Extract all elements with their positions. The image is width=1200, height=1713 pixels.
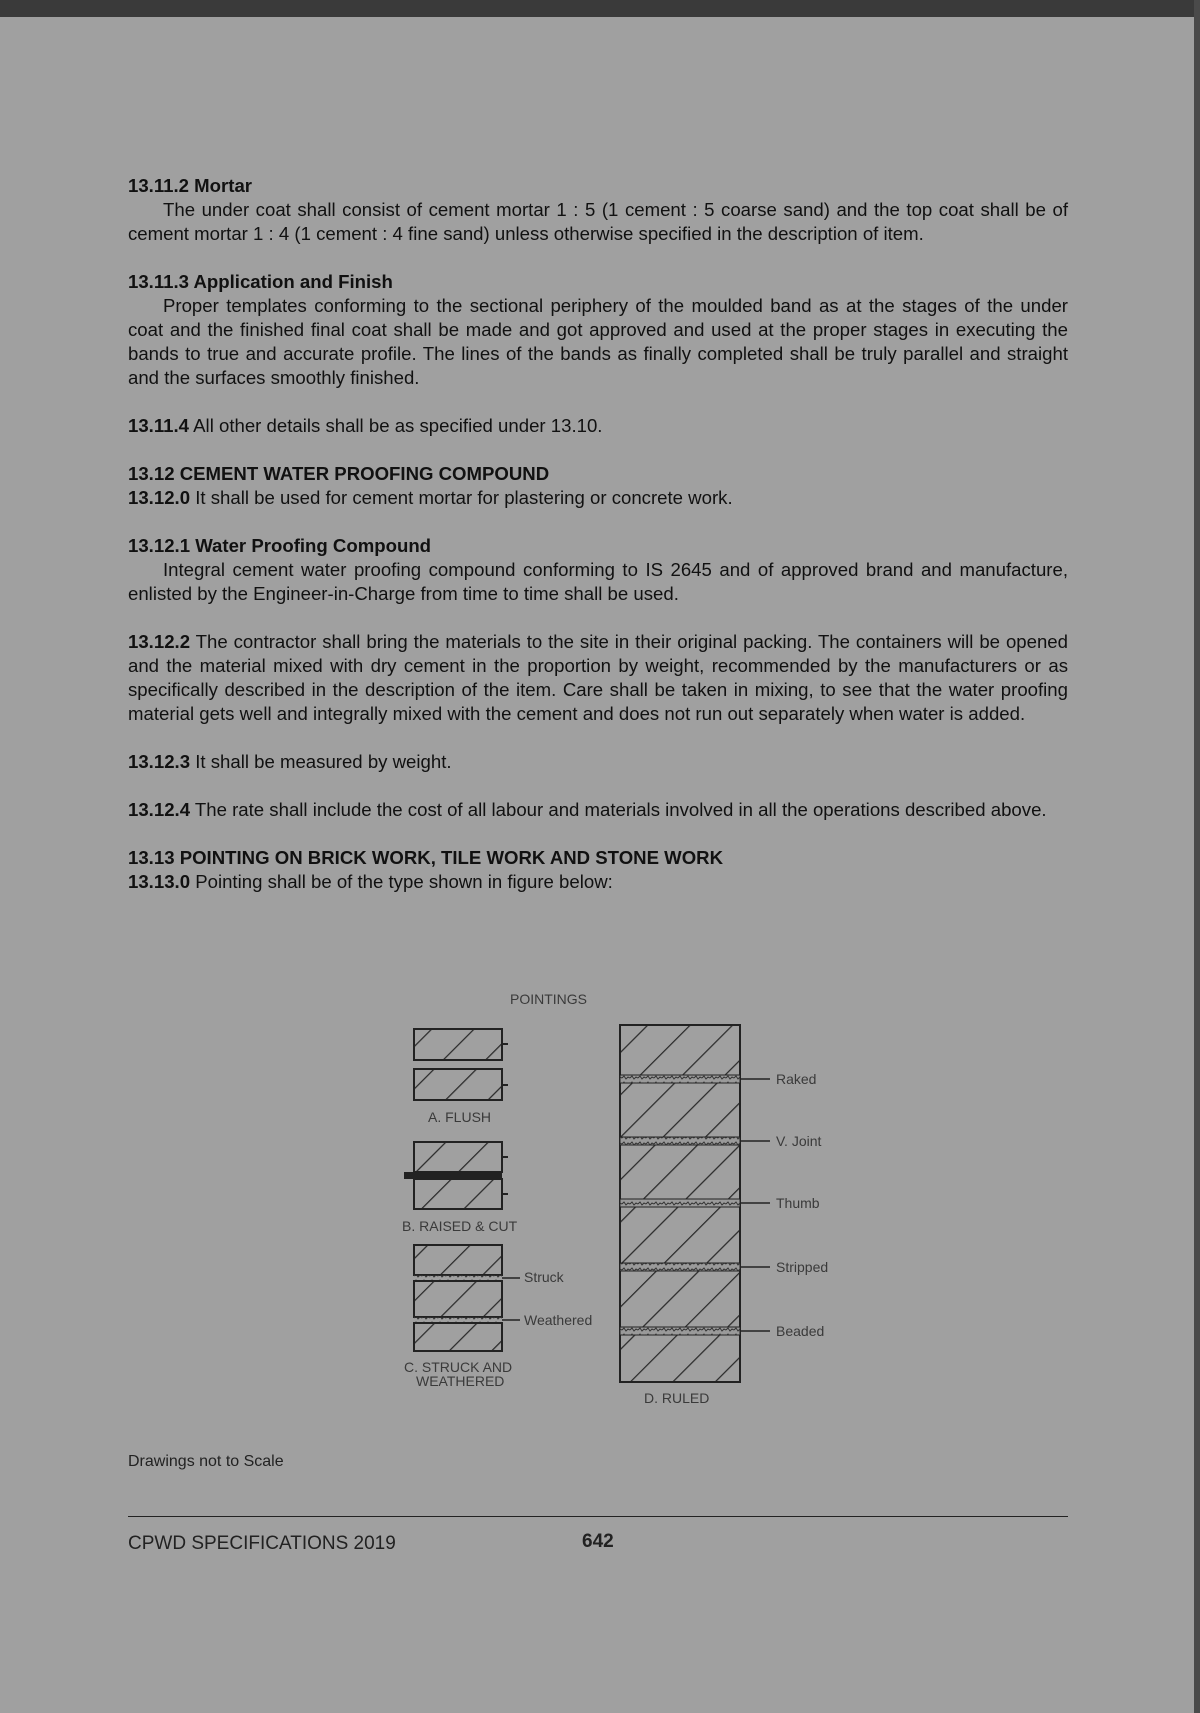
right-edge — [1194, 0, 1200, 1713]
ruled-type-v-joint: V. Joint — [776, 1133, 822, 1149]
clause-number: 13.13.0 — [128, 871, 191, 892]
clause-number: 13.11.4 — [128, 415, 190, 436]
figure-title: POINTINGS — [510, 991, 588, 1007]
section-packing — [128, 630, 1068, 726]
section-other-details — [128, 414, 1068, 438]
ruled-label: D. RULED — [644, 1390, 710, 1406]
flush-label: A. FLUSH — [428, 1109, 492, 1125]
section-measurement — [128, 750, 1068, 774]
section-compound — [128, 534, 1068, 606]
section-pointing — [128, 846, 1068, 894]
drawing-note: Drawings not to Scale — [128, 1453, 284, 1470]
section-heading: 13.12.1 Water Proofing Compound — [128, 535, 432, 556]
paragraph: All other details shall be as specified under 13.10. — [193, 415, 603, 436]
raised-cut-pointing-diagram — [404, 1142, 508, 1209]
paragraph: The contractor shall bring the materials to the site in their original packing. The containers will be opened and the material mixed with dry cement in the proportion by weight, recommended by the manufacturers or as specifically described in the description of the item. Care shall be taken in mixing, to see that the water proofing material gets well and integrally mixed with the cement and does not run out separately when water is added. — [128, 631, 1068, 724]
section-heading: 13.11.2 Mortar — [128, 175, 253, 196]
clause-number: 13.12.4 — [128, 799, 191, 820]
clause-number: 13.12.3 — [128, 751, 191, 772]
ruled-type-raked: Raked — [776, 1071, 817, 1087]
top-bar — [0, 0, 1200, 17]
clause-number: 13.12.0 — [128, 487, 191, 508]
ruled-type-stripped: Stripped — [776, 1259, 829, 1275]
ruled-type-beaded: Beaded — [776, 1323, 825, 1339]
flush-pointing-diagram — [414, 1029, 508, 1100]
section-heading: 13.12 CEMENT WATER PROOFING COMPOUND — [128, 463, 550, 484]
paragraph: The under coat shall consist of cement mortar 1 : 5 (1 cement : 5 coarse sand) and the top coat shall be of cement mortar 1 : 4 (1 cement : 4 fine sand) unless otherwise specified in the description of item. — [128, 199, 1068, 244]
ruled-type-thumb: Thumb — [776, 1195, 820, 1211]
paragraph: Proper templates conforming to the sectional periphery of the moulded band as at the stages of the under coat and the finished final coat shall be made and got approved and used at the proper stages in executing the bands to true and accurate profile. The lines of the bands as finally completed shall be truly parallel and straight and the surfaces smoothly finished. — [128, 295, 1068, 388]
paragraph: It shall be used for cement mortar for plastering or concrete work. — [195, 487, 733, 508]
section-mortar — [128, 174, 1068, 246]
footer-rule — [128, 1516, 1068, 1517]
struck-label: Struck — [524, 1269, 564, 1285]
pointings-figure — [390, 985, 860, 1425]
struck-weathered-label-line1: C. STRUCK AND — [404, 1359, 513, 1375]
section-rate — [128, 798, 1068, 822]
section-heading: 13.13 POINTING ON BRICK WORK, TILE WORK AND STONE WORK — [128, 847, 724, 868]
weathered-label: Weathered — [524, 1312, 593, 1328]
ruled-pointing-diagram — [620, 1025, 770, 1382]
clause-number: 13.12.2 — [128, 631, 191, 652]
page-body — [128, 174, 1068, 918]
struck-weathered-label-line2: WEATHERED — [416, 1373, 505, 1389]
raised-cut-label: B. RAISED & CUT — [402, 1218, 518, 1234]
struck-weathered-pointing-diagram — [414, 1245, 520, 1351]
page-number: 642 — [582, 1531, 614, 1552]
paragraph: Integral cement water proofing compound conforming to IS 2645 and of approved brand and manufacture, enlisted by the Engineer-in-Charge from time to time shall be used. — [128, 559, 1068, 604]
footer-title: CPWD SPECIFICATIONS 2019 — [128, 1533, 396, 1554]
paragraph: Pointing shall be of the type shown in figure below: — [195, 871, 613, 892]
section-application — [128, 270, 1068, 390]
paragraph: It shall be measured by weight. — [195, 751, 452, 772]
paragraph: The rate shall include the cost of all labour and materials involved in all the operations described above. — [194, 799, 1047, 820]
section-heading: 13.11.3 Application and Finish — [128, 271, 393, 292]
section-waterproofing — [128, 462, 1068, 510]
